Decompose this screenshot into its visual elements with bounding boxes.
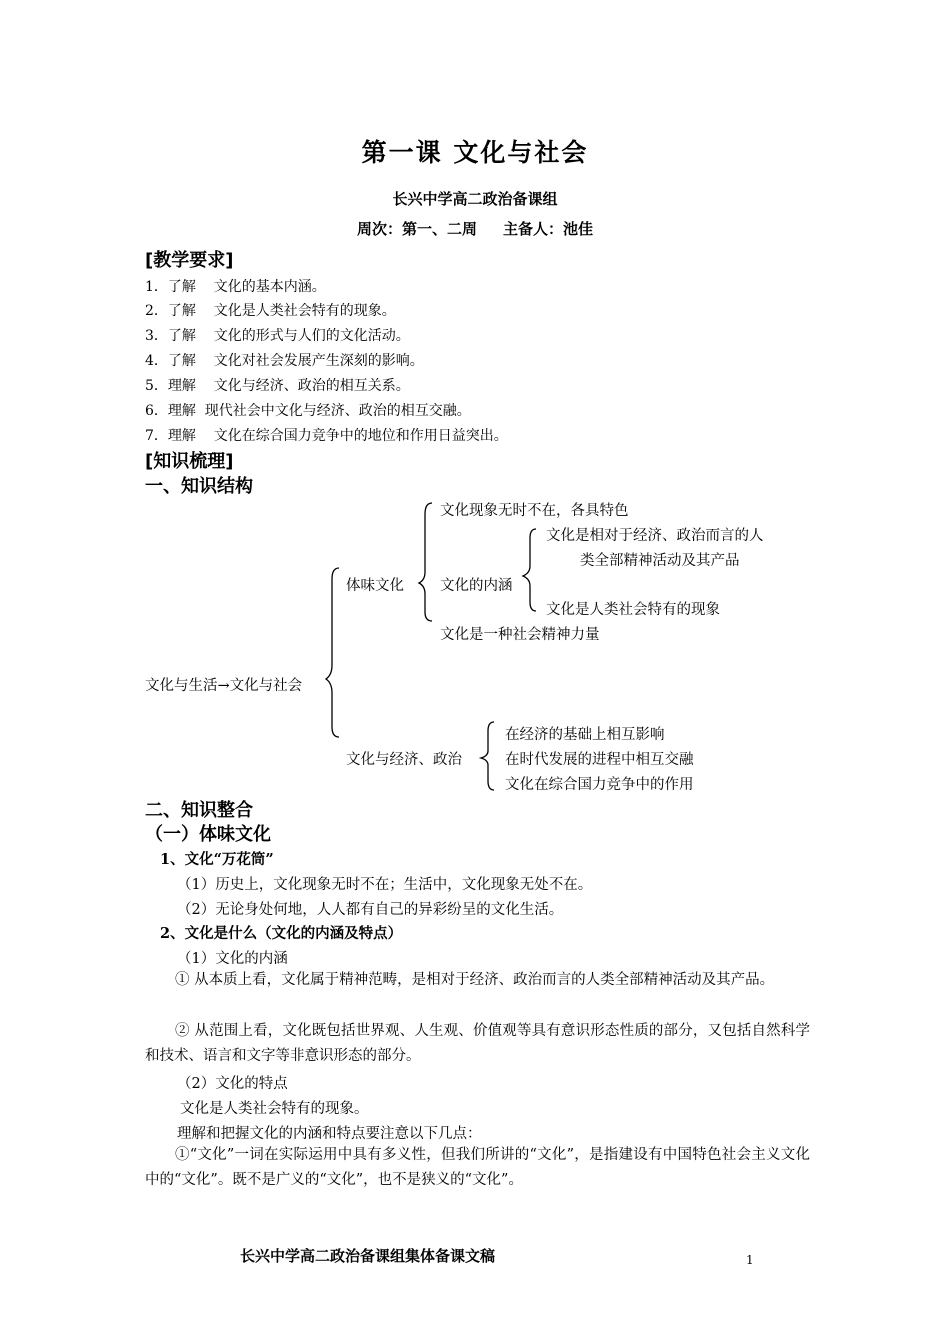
- meta-line: 周次：第一、二周 主备人：池佳: [356, 220, 594, 238]
- feature-line: 文化是人类社会特有的现象。: [180, 1101, 369, 1117]
- root-brace: [325, 565, 345, 740]
- tree-node-b1-line2: 类全部精神活动及其产品: [580, 553, 740, 569]
- paragraph-essence: ① 从本质上看，文化属于精神范畴，是相对于经济、政治而言的人类全部精神活动及其产品。: [175, 972, 775, 988]
- requirement-item: 5．理解 文化与经济、政治的相互关系。: [145, 378, 410, 394]
- tree-branch-2: 文化与经济、政治: [346, 752, 462, 768]
- part1-heading: （一）体味文化: [145, 824, 271, 845]
- section2-sub2: （2）文化的特点: [177, 1076, 288, 1092]
- page-title: 第一课 文化与社会: [361, 138, 589, 167]
- page-subtitle: 长兴中学高二政治备课组: [392, 190, 558, 208]
- requirement-item: 7．理解 文化在综合国力竞争中的地位和作用日益突出。: [145, 428, 508, 444]
- tree-node-c: 文化是一种社会精神力量: [440, 627, 600, 643]
- paragraph-note-1: ①“文化”一词在实际运用中具有多义性，但我们所讲的“文化”，是指建设有中国特色社会主义文化中的“文化”。既不是广义的“文化”，也不是狭义的“文化”。: [145, 1147, 810, 1188]
- note-intro: 理解和把握文化的内涵和特点要注意以下几点：: [177, 1126, 482, 1142]
- section2-heading: 2、文化是什么（文化的内涵及特点）: [160, 925, 403, 942]
- integration-heading: 二、知识整合: [145, 800, 253, 821]
- branch2-brace: [480, 719, 500, 794]
- section1-heading: 1、文化“万花筒”: [160, 851, 274, 868]
- tree-node-b: 文化的内涵: [440, 578, 513, 594]
- section2-sub1: （1）文化的内涵: [177, 951, 288, 967]
- paragraph-scope: ② 从范围上看，文化既包括世界观、人生观、价值观等具有意识形态性质的部分，又包括自然科学和技术、语言和文字等非意识形态的部分。: [145, 1023, 810, 1064]
- requirement-item: 4．了解 文化对社会发展产生深刻的影响。: [145, 353, 424, 369]
- tree-node-a: 文化现象无时不在，各具特色: [440, 503, 629, 519]
- requirement-item: 1．了解 文化的基本内涵。: [145, 279, 326, 295]
- section1-item: （1）历史上，文化现象无时不在；生活中，文化现象无处不在。: [177, 877, 593, 893]
- knowledge-heading: [知识梳理]: [145, 451, 234, 472]
- tree-root: 文化与生活→文化与社会: [145, 678, 303, 694]
- tree-node-b1-line1: 文化是相对于经济、政治而言的人: [546, 528, 764, 544]
- requirement-item: 3．了解 文化的形式与人们的文化活动。: [145, 328, 410, 344]
- page-footer: 长兴中学高二政治备课组集体备课文稿: [240, 1247, 496, 1265]
- tree-node-b2: 文化是人类社会特有的现象: [546, 602, 720, 618]
- tree-branch2-item: 在经济的基础上相互影响: [505, 727, 665, 743]
- tree-branch2-item: 文化在综合国力竞争中的作用: [505, 777, 694, 793]
- section1-item: （2）无论身处何地，人人都有自己的异彩纷呈的文化生活。: [177, 902, 564, 918]
- page-number: 1: [746, 1253, 754, 1267]
- tree-branch2-item: 在时代发展的进程中相互交融: [505, 752, 694, 768]
- requirements-heading: [教学要求]: [145, 250, 234, 271]
- requirement-item: 2．了解 文化是人类社会特有的现象。: [145, 303, 396, 319]
- tree-branch-1: 体味文化: [346, 578, 404, 594]
- requirement-item: 6．理解 现代社会中文化与经济、政治的相互交融。: [145, 403, 471, 419]
- branch1-brace: [418, 500, 438, 625]
- inner-brace: [522, 526, 542, 616]
- structure-heading: 一、知识结构: [145, 476, 253, 497]
